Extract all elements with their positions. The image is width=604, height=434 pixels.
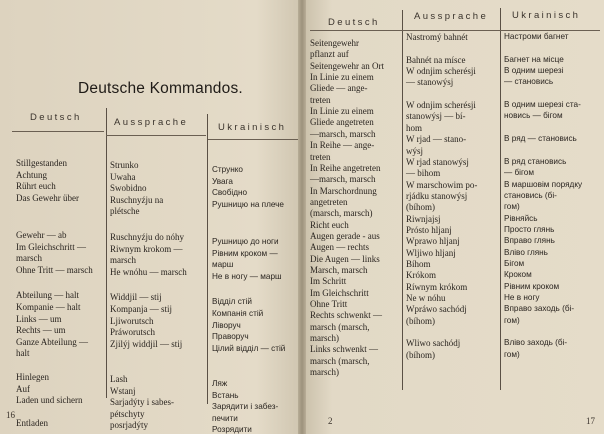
book-gutter [298, 0, 306, 434]
row-16-de-text: Entladen [16, 418, 48, 429]
row-7-de-text: In Marschordnung [310, 185, 377, 196]
signature-number: 2 [328, 416, 333, 426]
row-14-de-text: Auf [16, 383, 30, 394]
row-9-pr-text: Kompanja — stij [110, 304, 172, 314]
row-8-pr-text: Riwnjajsj [406, 213, 441, 224]
column-divider [402, 10, 403, 390]
row-15-uk-text: печити [212, 413, 238, 423]
row-4-de-text: Das Gewehr über [16, 192, 79, 203]
row-6-de-text: In Reihe angetreten [310, 162, 381, 173]
row-15-pr-text: Sarjadýty i sabes- [110, 397, 174, 408]
row-15-pr-text: Ne w nóhu [406, 293, 446, 304]
header-rule [208, 139, 298, 140]
header-aussprache: Aussprache [114, 117, 189, 128]
header-ukrainisch: Ukrainisch [512, 10, 581, 21]
header-deutsch: Deutsch [30, 112, 82, 123]
row-16-de-text: marsch) [310, 333, 339, 344]
row-5-de-text: In Reihe — ange- [310, 140, 375, 151]
row-4-pr-text: W odnjim scherésji [406, 100, 476, 111]
row-7-uk-text: Не в ногу — марш [212, 271, 282, 281]
row-7-pr-text: rjádku stanowýsj [406, 190, 468, 201]
right-page [302, 0, 604, 434]
row-16-de-text: Rechts schwenkt — [310, 310, 382, 321]
row-17-uk-text: гом) [504, 349, 520, 359]
row-5-uk-text: В ряд — становись [504, 134, 577, 144]
row-10-uk-text: Ліворуч [212, 320, 241, 330]
row-4-pr-text: plétsche [110, 206, 140, 217]
row-6-de-text: marsch [16, 253, 42, 264]
row-3-de-text: In Linie zu einem [310, 72, 374, 83]
row-16-pr-text: (bíhom) [406, 315, 435, 326]
row-3-uk-text: Свобідно [212, 188, 248, 198]
row-15-uk-text: Не в ногу [504, 293, 540, 303]
row-13-uk-text: Кроком [504, 270, 532, 280]
row-11-pr-text: Wljiwo hljanj [406, 247, 456, 258]
row-8-pr-text: Widdjil — stij [110, 292, 162, 303]
header-aussprache: Aussprache [414, 11, 489, 22]
row-6-pr-text: marsch [110, 255, 136, 266]
row-17-de-text: marsch (marsch, [310, 355, 370, 366]
row-15-uk-text: Зарядити і забез- [212, 402, 279, 412]
row-11-uk-text: Вліво глянь [504, 247, 548, 257]
row-4-uk-text: В одним шерезі ста- [504, 100, 581, 110]
row-8-uk-text: Рівняйсь [504, 213, 538, 223]
row-10-uk-text: Вправо глянь [504, 236, 555, 246]
row-7-pr-text: (bíhom) [406, 202, 435, 213]
row-6-uk-text: В ряд становись [504, 156, 567, 166]
row-7-de-text: Ohne Tritt — marsch [16, 264, 93, 275]
row-2-uk-text: Увага [212, 176, 233, 186]
row-9-uk-text: Просто глянь [504, 224, 555, 234]
row-16-pr-text: Wpráwo sachódj [406, 304, 467, 315]
row-5-pr-text: W rjad — stano- [406, 134, 467, 145]
row-3-pr-text: — stanowýsj [406, 77, 454, 88]
row-4-pr-text: stanowýsj — bí- [406, 111, 466, 122]
row-16-uk-text: Розрядити [212, 425, 252, 434]
row-12-pr-text: Zjilýj widdjil — stij [110, 338, 183, 349]
row-3-pr-text: Swobidno [110, 183, 147, 194]
row-11-uk-text: Праворуч [212, 332, 249, 342]
row-13-de-text: Hinlegen [16, 372, 49, 382]
row-10-de-text: Augen — rechts [310, 242, 369, 253]
row-17-pr-text: Wliwo sachódj [406, 338, 461, 349]
row-1-de-text: Seitengewehr [310, 38, 359, 48]
row-3-uk-text: В одним шерезі [504, 66, 564, 76]
row-7-pr-text: W marschowim po- [406, 179, 478, 190]
row-3-pr-text: W odnjim scherésji [406, 66, 476, 77]
row-3-de-text: Gliede — ange- [310, 83, 368, 94]
row-9-de-text: Kompanie — halt [16, 302, 81, 312]
row-1-pr-text: Strunko [110, 160, 139, 170]
row-4-de-text: —marsch, marsch [310, 128, 376, 139]
row-5-de-text: treten [310, 151, 331, 162]
row-6-pr-text: Riwnym krokom — [110, 243, 183, 254]
row-1-pr-text: Nastromý bahnét [406, 32, 468, 42]
row-7-de-text: angetreten [310, 196, 348, 207]
row-9-uk-text: Компанія стій [212, 309, 264, 318]
row-6-uk-text: Рівним кроком — [212, 248, 278, 258]
row-1-uk-text: Настроми багнет [504, 32, 569, 41]
row-5-uk-text: Рушницю до ноги [212, 237, 279, 246]
row-6-pr-text: W rjad stanowýsj [406, 156, 469, 167]
row-17-pr-text: (bíhom) [406, 349, 435, 360]
row-10-pr-text: Wprawo hljanj [406, 236, 460, 247]
row-10-de-text: Links — um [16, 313, 62, 324]
row-17-de-text: Links schwenkt — [310, 344, 378, 355]
row-15-pr-text: pétschyty [110, 408, 145, 419]
column-divider [106, 108, 107, 398]
row-8-uk-text: Відділ стій [212, 297, 252, 307]
row-12-de-text: Ganze Abteilung — [16, 336, 88, 347]
row-11-pr-text: Práworutsch [110, 327, 155, 338]
row-5-de-text: Gewehr — ab [16, 230, 67, 240]
row-14-pr-text: Wstanj [110, 385, 136, 396]
row-12-uk-text: Цілий відділ — стій [212, 343, 286, 353]
row-12-pr-text: Bíhom [406, 259, 431, 269]
row-2-pr-text: Bahnét na mísce [406, 54, 466, 65]
row-6-de-text: Im Gleichschritt — [16, 241, 86, 252]
row-17-de-text: marsch) [310, 367, 339, 378]
page-title: Deutsche Kommandos. [78, 80, 243, 97]
row-13-pr-text: Krókom [406, 270, 436, 281]
row-5-pr-text: Ruschnyźju do nóhy [110, 232, 184, 242]
row-6-pr-text: — bihom [406, 168, 441, 179]
row-3-de-text: Rührt euch [16, 181, 56, 192]
row-4-pr-text: hom [406, 122, 423, 133]
row-13-de-text: Im Schritt [310, 276, 347, 287]
row-4-de-text: Gliede angetreten [310, 117, 374, 128]
row-8-de-text: Richt euch [310, 219, 349, 230]
row-2-pr-text: Uwaha [110, 171, 136, 182]
row-7-uk-text: В маршовім порядку [504, 179, 583, 189]
row-16-pr-text: posrjadýty [110, 420, 148, 431]
row-14-pr-text: Ríwnym krókom [406, 281, 468, 292]
header-deutsch: Deutsch [328, 17, 380, 28]
row-4-de-text: In Linie zu einem [310, 106, 374, 117]
row-15-de-text: Ohne Tritt [310, 299, 348, 310]
row-13-pr-text: Lash [110, 374, 128, 384]
row-7-pr-text: He wnóhu — marsch [110, 266, 187, 277]
page-number: 17 [586, 416, 595, 426]
row-6-de-text: —marsch, marsch [310, 174, 376, 185]
row-11-de-text: Die Augen — links [310, 253, 380, 264]
row-1-uk-text: Струнко [212, 165, 243, 174]
row-9-de-text: Augen gerade - aus [310, 230, 380, 241]
row-12-uk-text: Бігом [504, 259, 525, 268]
row-12-de-text: Marsch, marsch [310, 265, 368, 275]
row-14-de-text: Im Gleichschritt [310, 287, 369, 298]
row-11-de-text: Rechts — um [16, 325, 66, 336]
row-4-pr-text: Ruschnyźju na [110, 194, 164, 205]
row-14-uk-text: Рівним кроком [504, 281, 560, 291]
row-6-uk-text: — бігом [504, 168, 534, 178]
row-16-uk-text: Вправо заходь (бі- [504, 304, 575, 314]
row-13-uk-text: Ляж [212, 379, 228, 388]
row-12-de-text: halt [16, 348, 30, 359]
header-rule [106, 135, 206, 136]
row-2-de-text: Seitengewehr an Ort [310, 60, 384, 71]
column-divider [207, 114, 208, 404]
row-16-de-text: marsch (marsch, [310, 321, 370, 332]
row-7-uk-text: гом) [504, 202, 520, 212]
row-4-uk-text: новись — бігом [504, 111, 563, 121]
row-1-de-text: pflanzt auf [310, 49, 349, 60]
row-3-uk-text: — становись [504, 77, 554, 87]
row-2-de-text: Achtung [16, 169, 47, 180]
row-17-uk-text: Вліво заходь (бі- [504, 338, 568, 348]
row-2-uk-text: Багнет на місце [504, 54, 564, 64]
row-14-uk-text: Встань [212, 390, 239, 400]
page-number: 16 [6, 410, 15, 420]
row-3-de-text: treten [310, 94, 331, 105]
row-7-de-text: (marsch, marsch) [310, 208, 373, 219]
row-10-pr-text: Ljiworutsch [110, 315, 154, 326]
header-ukrainisch: Ukrainisch [218, 122, 287, 133]
row-15-de-text: Laden und sichern [16, 395, 83, 406]
row-7-uk-text: становись (бі- [504, 190, 557, 200]
row-5-pr-text: wýsj [406, 145, 424, 156]
column-divider [500, 8, 501, 390]
header-rule [12, 131, 104, 132]
row-16-uk-text: гом) [504, 315, 520, 325]
row-6-uk-text: марш [212, 260, 234, 270]
row-4-uk-text: Рушницю на плече [212, 199, 284, 209]
row-1-de-text: Stillgestanden [16, 158, 67, 168]
row-8-de-text: Abteilung — halt [16, 290, 79, 301]
row-9-pr-text: Prósto hljanj [406, 224, 452, 235]
